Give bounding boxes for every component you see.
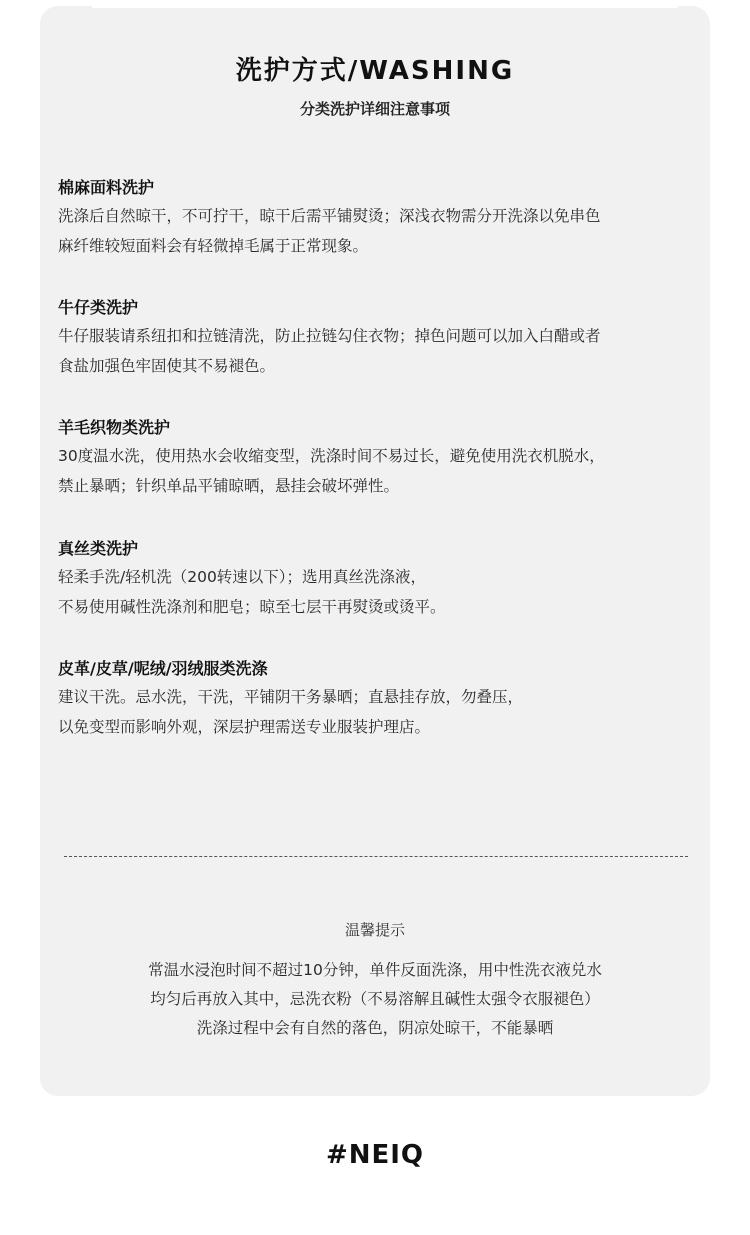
section-heading: 羊毛织物类洗护 — [58, 418, 171, 437]
tips-text — [0, 956, 750, 1043]
section-text-line: 牛仔服装请系纽扣和拉链清洗，防止拉链勾住衣物；掉色问题可以加入白醋或者 — [58, 327, 601, 345]
section-text-line: 洗涤后自然晾干，不可拧干，晾干后需平铺熨烫；深浅衣物需分开洗涤以免串色 — [58, 207, 601, 225]
section-text-line: 以免变型而影响外观，深层护理需送专业服装护理店。 — [58, 718, 431, 736]
section-leather-fur-down — [58, 656, 718, 742]
section-silk — [58, 536, 718, 622]
section-wool — [58, 415, 718, 501]
tips-title: 温馨提示 — [344, 921, 405, 939]
section-text-line: 禁止暴晒；针织单品平铺晾晒，悬挂会破坏弹性。 — [58, 477, 400, 495]
page-subtitle: 分类洗护详细注意事项 — [299, 100, 450, 118]
section-text-line: 不易使用碱性洗涤剂和肥皂；晾至七层干再熨烫或烫平。 — [58, 598, 446, 616]
section-heading: 皮革/皮草/呢绒/羽绒服类洗涤 — [58, 659, 268, 678]
section-text-line: 食盐加强色牢固使其不易褪色。 — [58, 357, 276, 375]
section-heading: 牛仔类洗护 — [58, 298, 139, 317]
section-text-line: 轻柔手洗/轻机洗（200转速以下）；选用真丝洗涤液， — [58, 568, 427, 586]
section-text-line: 建议干洗。忌水洗，干洗，平铺阴干务暴晒；直悬挂存放，勿叠压， — [58, 688, 524, 706]
section-cotton-linen — [58, 175, 718, 261]
brand-logo: #NEIQ — [325, 1140, 425, 1170]
dashed-divider — [64, 856, 688, 857]
section-denim — [58, 295, 718, 381]
section-text-line: 麻纤维较短面料会有轻微掉毛属于正常现象。 — [58, 237, 369, 255]
tips-line: 均匀后再放入其中，忌洗衣粉（不易溶解且碱性太强令衣服褪色） — [150, 990, 600, 1008]
top-tab-decoration — [92, 0, 678, 8]
tips-line: 洗涤过程中会有自然的落色，阴凉处晾干，不能暴晒 — [196, 1019, 554, 1037]
tips-line: 常温水浸泡时间不超过10分钟，单件反面洗涤，用中性洗衣液兑水 — [148, 961, 602, 979]
section-heading: 棉麻面料洗护 — [58, 178, 155, 197]
page-title: 洗护方式/WASHING — [235, 56, 515, 86]
section-heading: 真丝类洗护 — [58, 539, 139, 558]
section-text-line: 30度温水洗，使用热水会收缩变型，洗涤时间不易过长，避免使用洗衣机脱水， — [58, 447, 605, 465]
